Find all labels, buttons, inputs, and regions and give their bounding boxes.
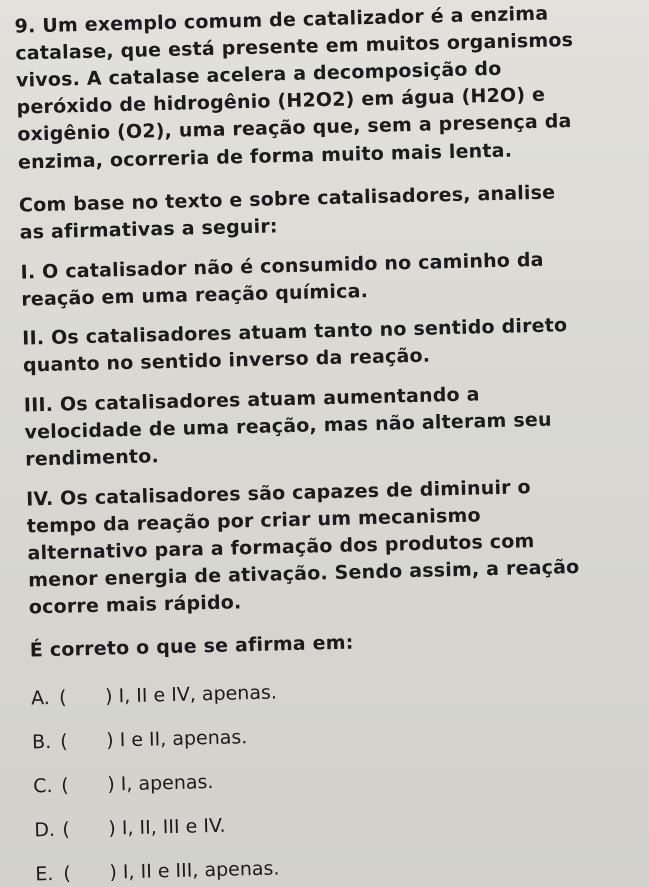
question-line: catalase, que está presente em muitos organismos bbox=[15, 29, 574, 65]
option-d[interactable] bbox=[34, 815, 226, 842]
statement-line: I. O catalisador não é consumido no caminho da bbox=[20, 248, 544, 284]
question-line: enzima, ocorreria de forma muito mais lenta. bbox=[17, 139, 513, 174]
statement-line: reação em uma reação química. bbox=[21, 280, 369, 311]
option-text: ) I, apenas. bbox=[107, 771, 214, 796]
option-paren: ( bbox=[60, 774, 69, 797]
question-line: 9. Um exemplo comum de catalizador é a enzima bbox=[14, 2, 549, 38]
option-text: ) I, II e IV, apenas. bbox=[104, 681, 278, 708]
option-text: ) I e II, apenas. bbox=[105, 726, 248, 752]
option-text: ) I, II, III e IV. bbox=[108, 814, 226, 840]
instruction-line: as afirmativas a seguir: bbox=[19, 215, 278, 244]
statement-line: alternativo para a formação dos produtos com bbox=[27, 530, 535, 565]
option-b[interactable] bbox=[32, 726, 248, 753]
statement-line: quanto no sentido inverso da reação. bbox=[22, 344, 431, 377]
option-text: ) I, II e III, apenas. bbox=[109, 857, 280, 884]
statement-line: ocorre mais rápido. bbox=[28, 591, 242, 619]
option-letter: E. bbox=[35, 862, 54, 886]
option-letter: D. bbox=[34, 818, 56, 842]
statement-line: IV. Os catalisadores são capazes de diminuir o bbox=[25, 476, 532, 511]
option-a[interactable] bbox=[31, 681, 277, 709]
option-paren: ( bbox=[62, 818, 71, 841]
option-letter: C. bbox=[32, 774, 53, 798]
question-line: peróxido de hidrogênio (H2O2) em água (H2O) e bbox=[16, 83, 546, 119]
statement-line: tempo da reação por criar um mecanismo bbox=[26, 504, 482, 538]
statement-line: rendimento. bbox=[24, 445, 160, 471]
statement-line: menor energia de ativação. Sendo assim, a reação bbox=[27, 556, 580, 592]
instruction-line: Com base no texto e sobre catalisadores, analise bbox=[18, 181, 556, 217]
question-line: vivos. A catalase acelera a decomposição do bbox=[15, 57, 502, 92]
statement-line: III. Os catalisadores atuam aumentando a bbox=[23, 383, 480, 417]
option-c[interactable] bbox=[33, 771, 214, 797]
prompt-line: É correto o que se afirma em: bbox=[29, 631, 354, 662]
option-e[interactable] bbox=[35, 857, 280, 885]
option-letter: B. bbox=[31, 730, 52, 754]
question-line: oxigênio (O2), uma reação que, sem a presença da bbox=[17, 110, 572, 146]
option-paren: ( bbox=[58, 686, 67, 709]
option-paren: ( bbox=[59, 730, 68, 753]
option-paren: ( bbox=[63, 862, 72, 885]
option-letter: A. bbox=[30, 686, 51, 710]
statement-line: II. Os catalisadores atuam tanto no sentido direto bbox=[22, 314, 568, 350]
statement-line: velocidade de uma reação, mas não alteram seu bbox=[24, 408, 552, 444]
